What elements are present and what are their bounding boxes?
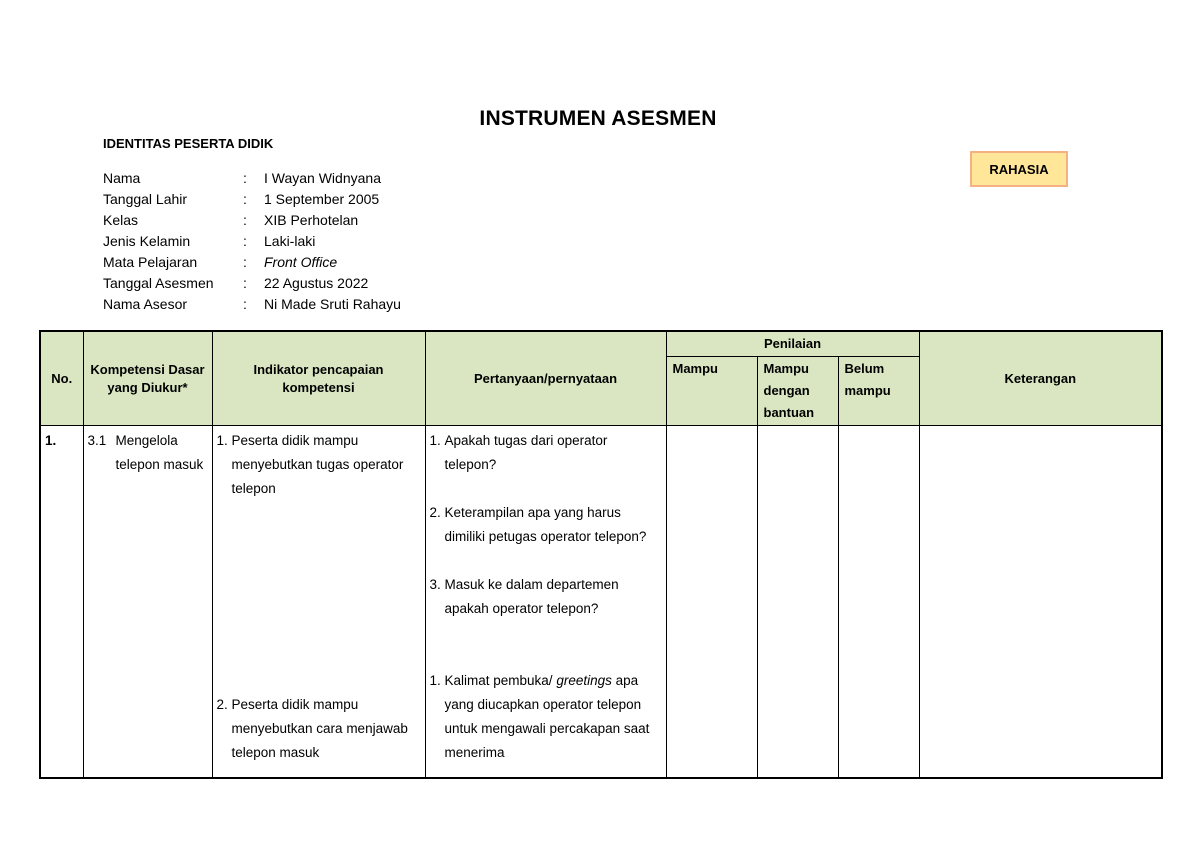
- identity-colon: :: [243, 212, 247, 228]
- identity-colon: :: [243, 170, 247, 186]
- cell-belum-mampu[interactable]: [838, 426, 919, 779]
- identity-row-jenis-kelamin: [103, 231, 401, 252]
- section-heading-identitas: IDENTITAS PESERTA DIDIK: [103, 136, 274, 151]
- header-belum-mampu: Belum mampu: [838, 357, 919, 426]
- cell-mampu[interactable]: [666, 426, 757, 779]
- identity-row-nama: [103, 168, 401, 189]
- header-keterangan: Keterangan: [919, 331, 1162, 426]
- list-item: [430, 501, 662, 549]
- header-indikator: Indikator pencapaian kompetensi: [212, 331, 425, 426]
- header-mampu-dengan-bantuan: Mampu dengan bantuan: [757, 357, 838, 426]
- kompetensi-text: Mengelola telepon masuk: [115, 433, 204, 472]
- list-number: 1.: [429, 673, 441, 688]
- text-segment: Kalimat pembuka/: [444, 673, 557, 688]
- identity-value: Laki-laki: [264, 233, 316, 249]
- cell-kompetensi: [83, 426, 212, 779]
- list-number: 3.: [429, 577, 441, 592]
- identity-row-mata-pelajaran: [103, 252, 401, 273]
- identity-label: Nama Asesor: [103, 296, 188, 312]
- identity-value: Front Office: [264, 254, 338, 270]
- header-kompetensi: Kompetensi Dasar yang Diukur*: [83, 331, 212, 426]
- identity-label: Tanggal Asesmen: [103, 275, 214, 291]
- header-mampu: Mampu: [666, 357, 757, 426]
- header-penilaian: Penilaian: [666, 331, 919, 357]
- list-text: Peserta didik mampu menyebutkan cara menjawab telepon masuk: [231, 697, 408, 760]
- list-number: 1.: [429, 433, 441, 448]
- cell-pertanyaan: [425, 426, 666, 779]
- list-number: 1.: [216, 433, 228, 448]
- identity-value: Ni Made Sruti Rahayu: [264, 296, 401, 312]
- table-row: [40, 426, 1162, 779]
- identity-row-nama-asesor: [103, 294, 401, 315]
- header-no: No.: [40, 331, 83, 426]
- kompetensi-number: 3.1: [87, 433, 107, 448]
- identity-value: I Wayan Widnyana: [264, 170, 381, 186]
- cell-no: 1.: [40, 426, 83, 779]
- list-item: [217, 693, 421, 765]
- list-number: 2.: [429, 505, 441, 520]
- identity-label: Mata Pelajaran: [103, 254, 198, 270]
- identity-colon: :: [243, 233, 247, 249]
- list-item: [217, 429, 421, 501]
- cell-keterangan[interactable]: [919, 426, 1162, 779]
- identity-colon: :: [243, 254, 247, 270]
- document-title: INSTRUMEN ASESMEN: [479, 107, 717, 130]
- list-text: Masuk ke dalam departemen apakah operator telepon?: [444, 577, 619, 616]
- list-text: Apakah tugas dari operator telepon?: [444, 433, 608, 472]
- identity-label: Kelas: [103, 212, 139, 228]
- identity-label: Nama: [103, 170, 141, 186]
- identity-colon: :: [243, 191, 247, 207]
- identity-label: Jenis Kelamin: [103, 233, 191, 249]
- identity-value: XIB Perhotelan: [264, 212, 359, 228]
- list-text: Peserta didik mampu menyebutkan tugas operator telepon: [231, 433, 404, 496]
- identity-value: 1 September 2005: [264, 191, 380, 207]
- list-text: Keterampilan apa yang harus dimiliki petugas operator telepon?: [444, 505, 647, 544]
- list-item: [430, 573, 662, 621]
- identity-row-tanggal-lahir: [103, 189, 401, 210]
- identity-row-tanggal-asesmen: [103, 273, 401, 294]
- identity-row-kelas: [103, 210, 401, 231]
- header-pertanyaan: Pertanyaan/pernyataan: [425, 331, 666, 426]
- assessment-table: [39, 330, 1163, 779]
- list-number: 2.: [216, 697, 228, 712]
- confidential-badge: RAHASIA: [970, 151, 1068, 187]
- identity-label: Tanggal Lahir: [103, 191, 188, 207]
- text-segment-italic: greetings: [556, 673, 612, 688]
- list-item: [430, 429, 662, 477]
- cell-mampu-dengan-bantuan[interactable]: [757, 426, 838, 779]
- identity-block: [103, 168, 401, 315]
- list-item: [430, 669, 662, 765]
- cell-indikator: [212, 426, 425, 779]
- identity-colon: :: [243, 275, 247, 291]
- list-text: [445, 669, 662, 765]
- text-segment: apa yang diucapkan operator telepon untuk mengawali percakapan saat menerima: [444, 673, 650, 760]
- identity-value: 22 Agustus 2022: [264, 275, 369, 291]
- identity-colon: :: [243, 296, 247, 312]
